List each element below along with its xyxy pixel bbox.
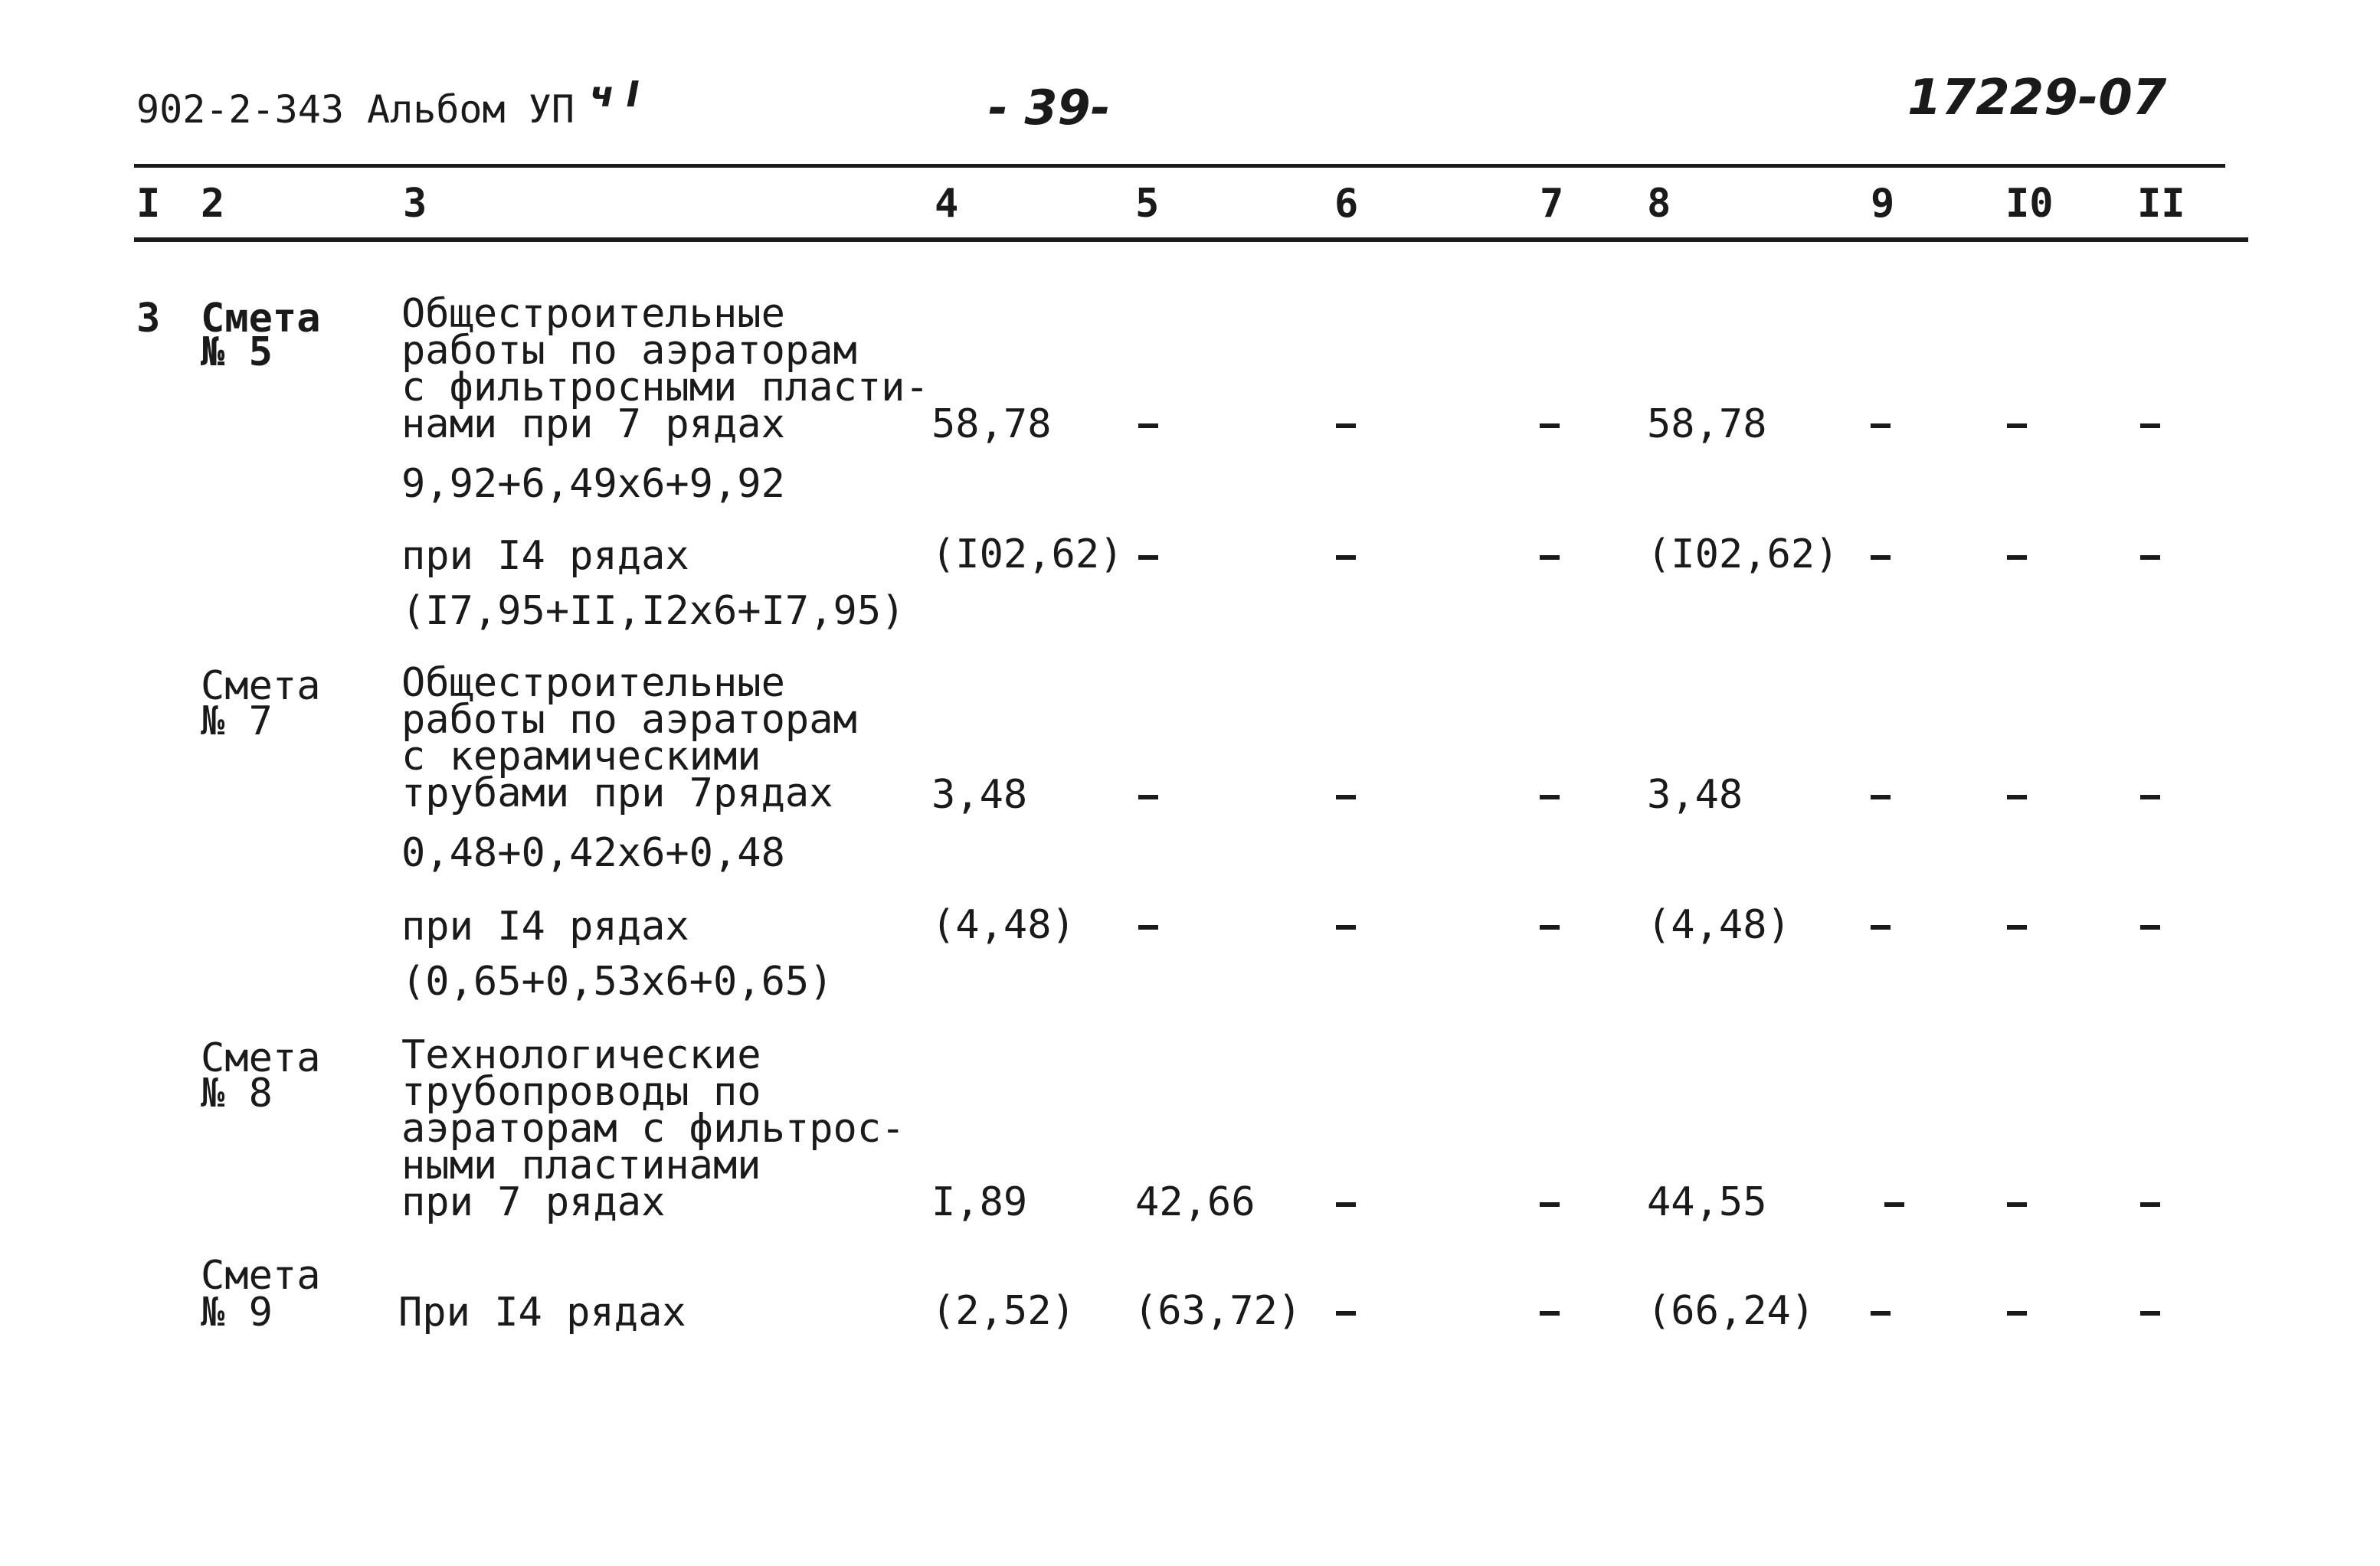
estimate-label: Смета: [201, 663, 321, 709]
cell-col6-dash: [1336, 1202, 1356, 1207]
description-line: трубопроводы по: [401, 1069, 761, 1115]
cell-col10-dash: [2007, 925, 2027, 930]
cell-col4: (I02,62): [931, 531, 1124, 577]
cell-col9-dash: [1871, 925, 1891, 930]
header-top-rule: [134, 164, 2225, 168]
estimate-label: Смета: [201, 296, 321, 342]
cell-col6-dash: [1336, 555, 1356, 560]
cell-col5-dash: [1138, 795, 1158, 799]
cell-col8: 58,78: [1647, 401, 1767, 447]
cell-col9-dash: [1884, 1202, 1904, 1207]
estimate-number: № 5: [201, 329, 273, 375]
row-number: 3: [136, 296, 161, 342]
estimate-number: № 8: [201, 1071, 273, 1116]
cell-col5-dash: [1138, 555, 1158, 560]
description-line: трубами при 7рядах: [401, 770, 833, 816]
cell-col11-dash: [2140, 423, 2160, 428]
cost-formula: 0,48+0,42х6+0,48: [401, 830, 785, 876]
cell-col10-dash: [2007, 1202, 2027, 1207]
description-line: с фильтросными пласти-: [401, 365, 929, 410]
cell-col4: I,89: [931, 1179, 1028, 1225]
cost-formula: (0,65+0,53х6+0,65): [401, 959, 833, 1005]
column-header-2: 2: [201, 181, 225, 227]
description-line: при 7 рядах: [401, 1179, 666, 1225]
header-bottom-rule: [134, 237, 2248, 242]
document-part: ч I: [590, 74, 640, 115]
cell-col11-dash: [2140, 795, 2160, 799]
cell-col4: 3,48: [931, 772, 1028, 818]
work-description: [401, 1032, 905, 1225]
work-description: [401, 660, 857, 816]
cell-col6-dash: [1336, 1311, 1356, 1316]
cell-col9-dash: [1871, 795, 1891, 799]
cell-col10-dash: [2007, 555, 2027, 560]
cell-col11-dash: [2140, 555, 2160, 560]
work-description: при I4 рядах: [401, 904, 689, 950]
page-number: - 39-: [988, 80, 1111, 136]
cell-col5-dash: [1138, 925, 1158, 930]
description-line: Общестроительные: [401, 291, 785, 337]
cell-col9-dash: [1871, 1311, 1891, 1316]
cell-col4: 58,78: [931, 401, 1052, 447]
description-line: работы по аэраторам: [401, 697, 857, 743]
column-header-1: I: [136, 181, 161, 227]
column-header-10: I0: [2005, 181, 2054, 227]
cell-col8: (4,48): [1647, 902, 1791, 948]
column-header-4: 4: [935, 181, 959, 227]
description-line: нами при 7 рядах: [401, 401, 785, 447]
estimate-label: Смета: [201, 1035, 321, 1081]
cost-formula: 9,92+6,49х6+9,92: [401, 461, 785, 507]
cell-col6-dash: [1336, 423, 1356, 428]
cell-col11-dash: [2140, 1202, 2160, 1207]
work-description: [401, 291, 929, 447]
cell-col8: 44,55: [1647, 1179, 1767, 1225]
description-line: аэраторам с фильтрос-: [401, 1106, 905, 1152]
cell-col5: (63,72): [1134, 1288, 1302, 1334]
cell-col8: (I02,62): [1647, 531, 1839, 577]
cell-col5: 42,66: [1135, 1179, 1255, 1225]
cell-col7-dash: [1540, 795, 1560, 799]
cell-col7-dash: [1540, 555, 1560, 560]
description-line: Общестроительные: [401, 660, 785, 706]
sheet-code: 17229-07: [1907, 70, 2167, 126]
estimate-number: № 9: [201, 1290, 273, 1336]
cell-col6-dash: [1336, 795, 1356, 799]
estimate-number: № 7: [201, 698, 273, 744]
cell-col9-dash: [1871, 555, 1891, 560]
column-header-8: 8: [1647, 181, 1671, 227]
cell-col7-dash: [1540, 925, 1560, 930]
cell-col8: 3,48: [1647, 772, 1743, 818]
work-description: при I4 рядах: [401, 533, 689, 579]
cell-col8: (66,24): [1647, 1288, 1815, 1334]
cell-col11-dash: [2140, 1311, 2160, 1316]
cell-col10-dash: [2007, 423, 2027, 428]
description-line: Технологические: [401, 1032, 761, 1078]
column-header-11: II: [2137, 181, 2185, 227]
cell-col6-dash: [1336, 925, 1356, 930]
description-line: работы по аэраторам: [401, 328, 857, 374]
column-header-7: 7: [1540, 181, 1564, 227]
cell-col10-dash: [2007, 795, 2027, 799]
cell-col4: (2,52): [931, 1288, 1075, 1334]
description-line: ными пластинами: [401, 1143, 761, 1188]
cell-col7-dash: [1540, 1202, 1560, 1207]
description-line: с керамическими: [401, 734, 761, 780]
column-header-9: 9: [1871, 181, 1895, 227]
column-header-3: 3: [403, 181, 427, 227]
cost-formula: (I7,95+II,I2х6+I7,95): [401, 588, 905, 634]
column-header-5: 5: [1135, 181, 1160, 227]
column-header-6: 6: [1334, 181, 1359, 227]
work-description: При I4 рядах: [398, 1290, 686, 1336]
cell-col7-dash: [1540, 1311, 1560, 1316]
cell-col10-dash: [2007, 1311, 2027, 1316]
cell-col11-dash: [2140, 925, 2160, 930]
cell-col5-dash: [1138, 423, 1158, 428]
cell-col7-dash: [1540, 423, 1560, 428]
estimate-label: Смета: [201, 1253, 321, 1299]
cell-col9-dash: [1871, 423, 1891, 428]
document-code: 902-2-343 Альбом УП: [136, 87, 575, 132]
cell-col4: (4,48): [931, 902, 1075, 948]
